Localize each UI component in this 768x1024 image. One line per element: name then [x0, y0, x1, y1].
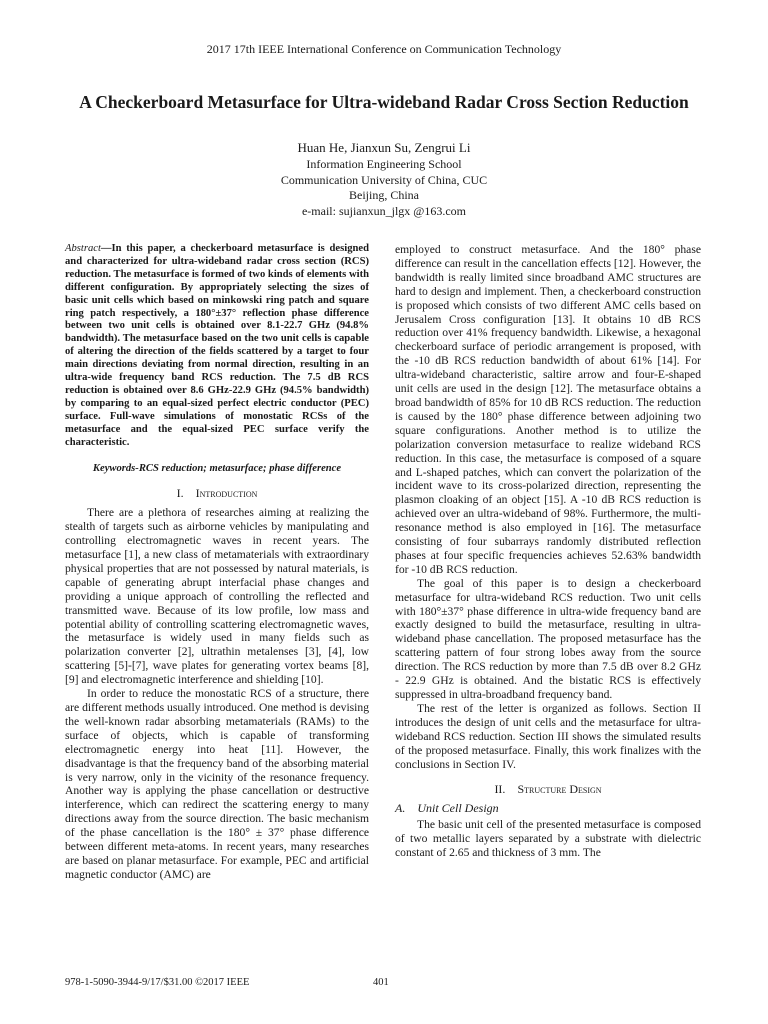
section-heading-introduction [65, 487, 369, 501]
paper-title: A Checkerboard Metasurface for Ultra-wideband Radar Cross Section Reduction [79, 92, 689, 112]
section-title: Structure Design [517, 782, 602, 797]
subsection-heading-unit-cell [395, 802, 701, 816]
section-number: II. [494, 782, 506, 797]
conference-header: 2017 17th IEEE International Conference on Communication Technology [206, 42, 562, 56]
author-email: e-mail: sujianxun_jlgx @163.com [301, 203, 467, 218]
left-column [65, 243, 369, 882]
section-number: I. [176, 486, 184, 501]
intro-paragraph-1: There are a plethora of researches aiming at realizing the stealth of targets such as airborne vehicles by manipulating and controlling electromagnetic waves in recent years. The metasurface [1], a new class of metamaterials with extraordinary physical properties that are not possessed by natural materials, is capable of generating abrupt interfacial phase changes and providing a unique approach of controlling the reflected and transmitted wave. Because of its low profile, low mass and potential ability of controlling scattering electromagnetic waves, the metasurface is widely used in many fields such as polarization converter [2], ultrathin metalenses [3], [4], low scattering [5]-[7], wave plates for generating vortex beams [8], [9] and electromagnetic interference and shielding [10]. [65, 506, 369, 687]
intro-paragraph-2: In order to reduce the monostatic RCS of a structure, there are different methods usually introduced. One method is devising the well-known radar absorbing metamaterials (RAMs) to the surface of objects, which is capable of transforming electromagnetic energy into heat [11]. However, the disadvantage is that the frequency band of the absorbing material is very narrow, only in the vicinity of the resonance frequency. Another way is applying the phase cancellation or destructive interference, which can redirect the scattering energy to many directions away from the source direction. The basic mechanism of the phase cancellation is the 180° ± 37° phase difference between different meta-atoms. In recent years, many researches are based on planar metasurface. For example, PEC and artificial magnetic conductor (AMC) are [65, 687, 369, 881]
intro-paragraph-2-continued: employed to construct metasurface. And the 180° phase difference can result in the cancellation effects [12]. However, the bandwidth is really limited since broadband AMC structures are hard to design and implement. Then, a checkerboard construction is proposed which consists of two different AMC cells based on Jerusalem Cross configuration [13]. It obtains 10 dB RCS reduction over 41% frequency bandwidth. Likewise, a hexagonal checkerboard surface of periodic arrangement is proposed, with the -10 dB RCS reduction bandwidth of about 61% [14]. For ultra-wideband characteristic, saltire arrow and four-E-shaped unit cells are used in the design [12]. The metasurface obtains a broad bandwidth of 85% for 10 dB RCS reduction. The reduction is caused by the 180° phase difference between adjoining two square configurations. Another method is to utilize the polarization conversion metasurface to realize wideband RCS reduction. In this case, the metasurface is composed of a square and L-shaped patches, which can convert the polarization of the incident wave to its cross-polarized direction, representing the plasmon cloaking of an object [15]. A -10 dB RCS reduction is achieved over an ultra-wideband of 98%. Furthermore, the multi-resonance method is also employed in [16]. The metasurface consisting of four subarrays randomly distributed reflection phases at four specific frequencies achieves 52.63% bandwidth for -10 dB RCS reduction. [395, 243, 701, 576]
abstract [65, 243, 369, 450]
author-block [0, 140, 768, 219]
subsection-label: A. [395, 801, 406, 816]
affiliation-school: Information Engineering School [306, 157, 462, 171]
affiliation-city: Beijing, China [349, 188, 419, 202]
footer-copyright: 978-1-5090-3944-9/17/$31.00 ©2017 IEEE [65, 977, 250, 988]
author-names: Huan He, Jianxun Su, Zengrui Li [297, 140, 471, 155]
right-column [395, 243, 701, 860]
subsection-title: Unit Cell Design [417, 801, 499, 816]
intro-paragraph-3: The goal of this paper is to design a checkerboard metasurface for ultra-wideband RCS reduction. Two unit cells with 180°±37° phase difference in ultra-wide frequency band are exactly designed to build the metasurface, resulting in ultra-wideband phase cancellation. The proposed metasurface has the scattering pattern of four strong lobes away from the source direction. The RCS reduction by more than 7.5 dB over 8.2 GHz - 22.9 GHz is obtained. And the bistatic RCS is effectively suppressed in ultra-broadband frequency band. [395, 576, 701, 701]
affiliation-university: Communication University of China, CUC [280, 172, 488, 187]
abstract-dash: — [100, 243, 112, 254]
unit-cell-paragraph-1: The basic unit cell of the presented metasurface is composed of two metallic layers separated by a substrate with dielectric constant of 2.65 and thickness of 3 mm. The [395, 818, 701, 860]
abstract-body: In this paper, a checkerboard metasurface is designed and characterized for ultra-wideband radar cross section (RCS) reduction. The metasurface is formed of two kinds of elements with different configuration. By appropriately selecting the sizes of basic unit cells which based on minkowski ring patch and square ring patch respectively, a 180°±37° reflection phase difference between two unit cells is obtained over 8.1-22.7 GHz (94.8% bandwidth). The metasurface based on the two unit cells is capable of altering the direction of the fields scattered by a target to four main directions deviating from normal direction, resulting in an ultra-wide frequency band RCS reduction. The 7.5 dB RCS reduction is obtained over 8.6 GHz-22.9 GHz (94.5% bandwidth) by comparing to an equal-sized perfect electric conductor (PEC) surface. Full-wave simulations of monostatic RCSs of the metasurface and the equal-sized PEC surface verify the characteristic. [65, 243, 369, 448]
page-number: 401 [373, 977, 389, 988]
section-title: Introduction [195, 486, 258, 501]
section-heading-structure-design [395, 783, 701, 797]
keywords: Keywords-RCS reduction; metasurface; phase difference [92, 462, 342, 474]
abstract-lead: Abstract [65, 243, 101, 254]
intro-paragraph-4: The rest of the letter is organized as follows. Section II introduces the design of unit cells and the metasurface for ultra-wideband RCS reduction. Section III shows the simulated results of the proposed metasurface. Finally, this work finalizes with the conclusions in Section IV. [395, 701, 701, 771]
